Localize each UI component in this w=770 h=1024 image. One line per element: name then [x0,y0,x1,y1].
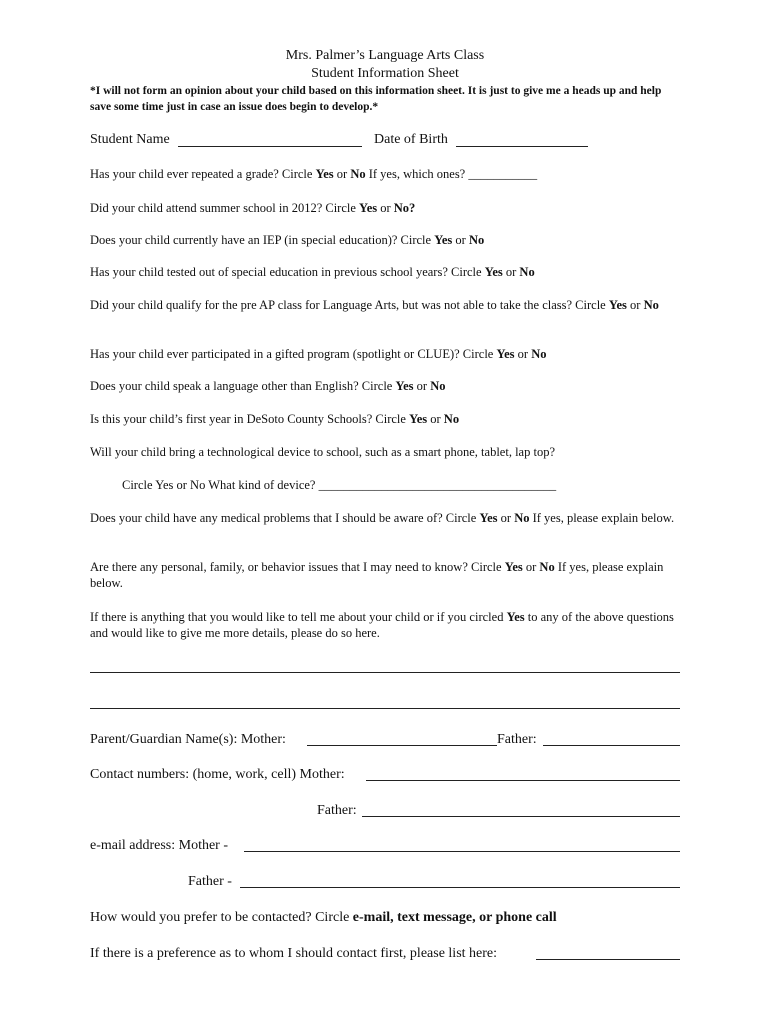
email-mother-label: e-mail address: Mother - [90,838,229,853]
disclaimer-note: *I will not form an opinion about your child based on this information sheet. It is just to give me a heads up and help save some time just in case an issue does begin to develop.* [90,85,662,113]
question-gifted-program: Has your child ever participated in a gifted program (spotlight or CLUE)? Circle Yes or No [90,347,547,361]
email-father-field[interactable] [240,887,680,888]
father-number-field[interactable] [362,816,680,817]
student-name-field[interactable] [178,146,362,147]
contact-first-field[interactable] [536,959,680,960]
question-other-language: Does your child speak a language other than English? Circle Yes or No [90,379,446,393]
contact-first-label: If there is a preference as to whom I should contact first, please list here: [90,946,498,961]
page-title: Mrs. Palmer’s Language Arts Class [285,48,485,63]
parent-names-label: Parent/Guardian Name(s): Mother: [90,732,286,747]
question-personal-issues: Are there any personal, family, or behavior issues that I may need to know? Circle Yes or No If yes, please explain below. [90,560,664,590]
email-mother-field[interactable] [244,851,680,852]
contact-preference: How would you prefer to be contacted? Circle e-mail, text message, or phone call [90,910,557,925]
question-device-kind: Circle Yes or No What kind of device? ______________________________________ [122,478,557,492]
details-line-1[interactable] [90,672,680,673]
question-iep: Does your child currently have an IEP (in special education)? Circle Yes or No [90,233,485,247]
father-number-label: Father: [317,803,357,818]
question-tested-out: Has your child tested out of special education in previous school years? Circle Yes or No [90,265,535,279]
page-subtitle: Student Information Sheet [311,66,459,81]
mother-name-field[interactable] [307,745,497,746]
question-tech-device: Will your child bring a technological device to school, such as a smart phone, tablet, lap top? [90,445,555,459]
question-repeated-grade: Has your child ever repeated a grade? Circle Yes or No If yes, which ones? ___________ [90,167,538,181]
question-medical-problems: Does your child have any medical problems that I should be aware of? Circle Yes or No If yes, please explain below. [90,511,675,525]
student-name-label: Student Name [90,132,170,147]
question-pre-ap: Did your child qualify for the pre AP class for Language Arts, but was not able to take the class? Circle Yes or No [90,298,659,312]
question-summer-school: Did your child attend summer school in 2012? Circle Yes or No? [90,201,416,215]
email-father-label: Father - [188,874,232,889]
mother-number-field[interactable] [366,780,680,781]
date-of-birth-field[interactable] [456,146,588,147]
father-name-field[interactable] [543,745,680,746]
question-first-year: Is this your child’s first year in DeSoto County Schools? Circle Yes or No [90,412,460,426]
date-of-birth-label: Date of Birth [374,132,448,147]
details-line-2[interactable] [90,708,680,709]
question-more-details: If there is anything that you would like to tell me about your child or if you circled Yes to any of the above questions and would like to give me more details, please do so here. [90,610,674,640]
father-name-label: Father: [497,732,537,747]
contact-numbers-label: Contact numbers: (home, work, cell) Mother: [90,767,345,782]
